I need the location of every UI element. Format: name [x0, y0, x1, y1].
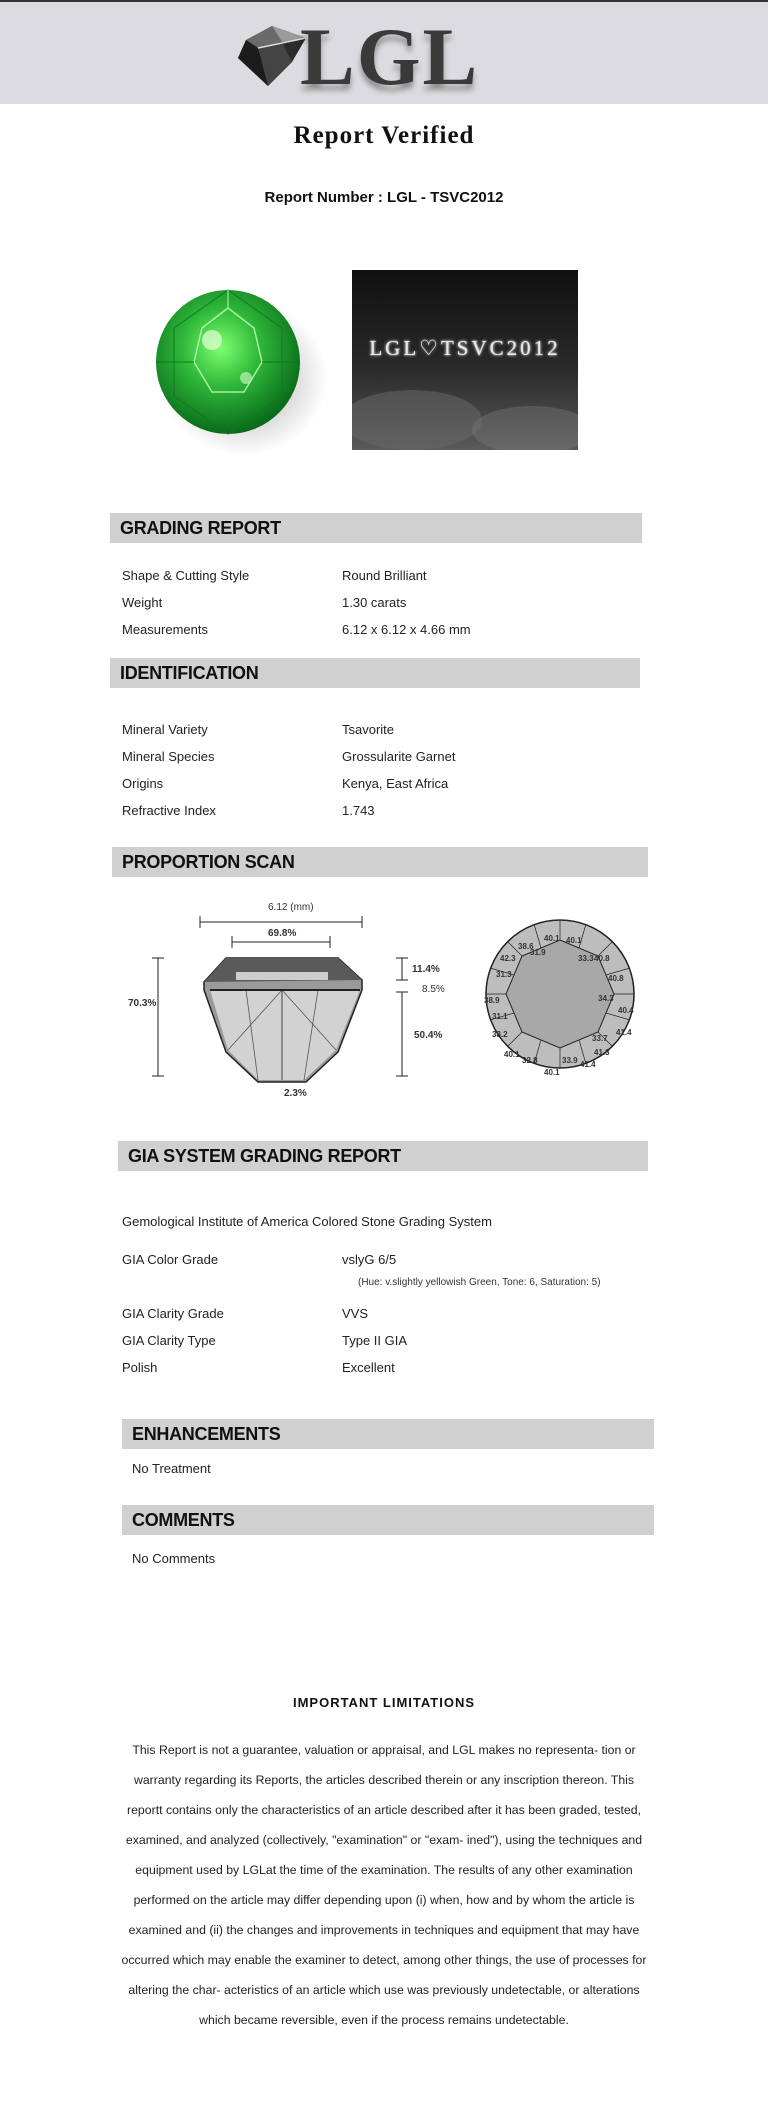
report-number: Report Number : LGL - TSVC2012 [264, 189, 504, 206]
top-value: 41.3 [594, 1048, 610, 1057]
crown-height-label: 11.4% [412, 964, 440, 975]
gia-subtitle: Gemological Institute of America Colored Stone Grading System [122, 1214, 492, 1229]
mineral-variety-value: Tsavorite [342, 722, 395, 737]
top-value: 40.8 [594, 954, 610, 963]
diameter-label: 6.12 (mm) [268, 902, 314, 913]
enhancements-text: No Treatment [132, 1461, 211, 1476]
proportion-top-diagram [474, 904, 646, 1084]
refractive-index-label: Refractive Index [122, 803, 216, 818]
top-value: 33.3 [578, 954, 594, 963]
origins-label: Origins [122, 776, 164, 791]
top-value: 33.9 [562, 1056, 578, 1065]
proportion-profile-diagram [116, 902, 450, 1122]
pavilion-depth-label: 50.4% [414, 1030, 443, 1041]
top-value: 31.9 [530, 948, 546, 957]
table-label: 69.8% [268, 928, 297, 939]
origins-value: Kenya, East Africa [342, 776, 449, 791]
top-value: 40.1 [566, 936, 582, 945]
gia-color-value: vslyG 6/5 [342, 1252, 397, 1267]
shape-label: Shape & Cutting Style [122, 568, 250, 583]
mineral-variety-label: Mineral Variety [122, 722, 208, 737]
weight-value: 1.30 carats [342, 595, 407, 610]
weight-label: Weight [122, 595, 163, 610]
gia-clarity-type-label: GIA Clarity Type [122, 1333, 216, 1348]
shape-value: Round Brilliant [342, 568, 427, 583]
gemstone-photo [134, 268, 330, 464]
enhancements-heading: ENHANCEMENTS [122, 1419, 654, 1449]
gia-color-label: GIA Color Grade [122, 1252, 219, 1267]
gia-color-note: (Hue: v.slightly yellowish Green, Tone: 6, Saturation: 5) [358, 1277, 601, 1288]
limitations-heading: IMPORTANT LIMITATIONS [292, 1695, 476, 1710]
proportion-scan-heading: PROPORTION SCAN [112, 847, 648, 877]
limitations-text: This Report is not a guarantee, valuation or appraisal, and LGL makes no representa- tion or warranty regarding its Reports, the articles described therein or any inscription thereon. This reportt contains only the characteristics of an article described after it has been graded, tested, examined, and analyzed (collectively, "examination" or "exam- ined"), using the techniques and equipment used by LGLat the time of the examination. The results of any other examination performed on the article may differ depending upon (i) when, how and by whom the article is examined and (ii) the changes and improvements in techniques and equipment that may have occurred which may enable the examiner to detect, among other things, the use of processes for altering the char- acteristics of an article which use was previously undetectable, or alterations which became reversible, even if the process remains undetectable. [121, 1743, 647, 2027]
top-value: 40.8 [608, 974, 624, 983]
top-value: 40.4 [618, 1006, 634, 1015]
measurements-value: 6.12 x 6.12 x 4.66 mm [342, 622, 471, 637]
grading-report-heading: GRADING REPORT [110, 513, 642, 543]
gia-clarity-value: VVS [342, 1306, 369, 1321]
top-value: 41.4 [616, 1028, 632, 1037]
top-value: 38.2 [492, 1030, 508, 1039]
mineral-species-label: Mineral Species [122, 749, 215, 764]
top-value: 41.4 [580, 1060, 596, 1069]
top-value: 40.1 [544, 1068, 560, 1077]
diamond-logo-icon [232, 22, 310, 92]
polish-value: Excellent [342, 1360, 395, 1375]
mineral-species-value: Grossularite Garnet [342, 749, 456, 764]
refractive-index-value: 1.743 [342, 803, 375, 818]
gia-clarity-label: GIA Clarity Grade [122, 1306, 224, 1321]
measurements-label: Measurements [122, 622, 208, 637]
logo-text: LGL [300, 11, 480, 102]
gia-grading-heading: GIA SYSTEM GRADING REPORT [118, 1141, 648, 1171]
header-band [0, 2, 768, 104]
lgl-logo [232, 11, 492, 102]
top-value: 42.3 [500, 954, 516, 963]
top-value: 40.1 [544, 934, 560, 943]
polish-label: Polish [122, 1360, 158, 1375]
inscription-text: LGL♡TSVC2012 [369, 336, 561, 360]
culet-label: 2.3% [284, 1088, 307, 1099]
top-value: 31.3 [496, 970, 512, 979]
comments-heading: COMMENTS [122, 1505, 654, 1535]
top-value: 40.1 [504, 1050, 520, 1059]
total-depth-label: 70.3% [128, 998, 157, 1009]
page-title: Report Verified [293, 122, 475, 149]
top-value: 31.1 [492, 1012, 508, 1021]
girdle-label: 8.5% [422, 984, 445, 995]
gia-clarity-type-value: Type II GIA [342, 1333, 408, 1348]
comments-text: No Comments [132, 1551, 216, 1566]
top-value: 34.3 [598, 994, 614, 1003]
top-value: 33.7 [592, 1034, 608, 1043]
inscription-photo [352, 270, 578, 450]
top-value: 38.9 [484, 996, 500, 1005]
top-value: 38.6 [518, 942, 534, 951]
identification-heading: IDENTIFICATION [110, 658, 640, 688]
top-value: 32.8 [522, 1056, 538, 1065]
